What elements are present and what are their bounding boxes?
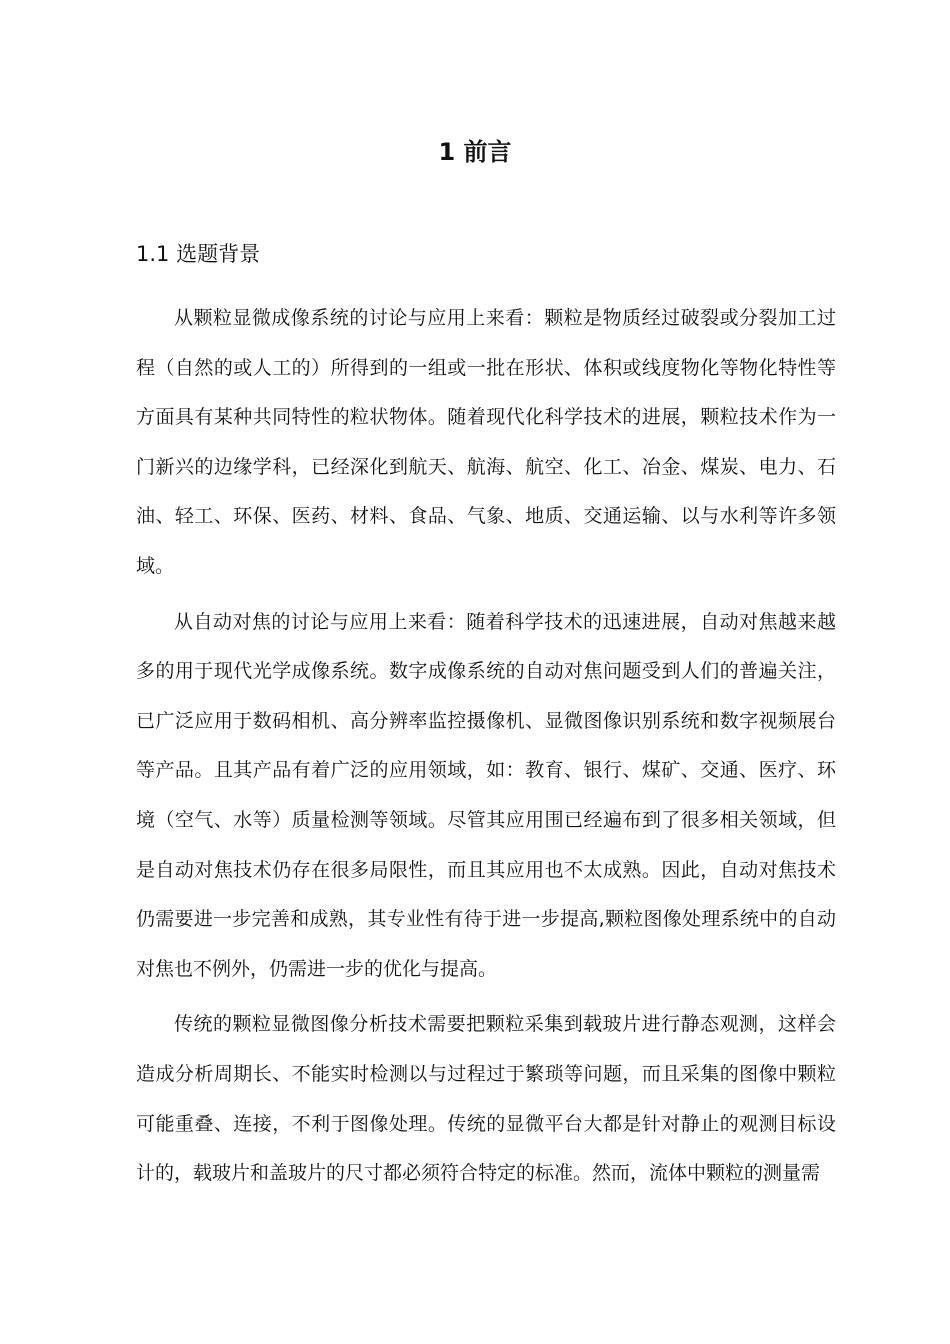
section-title: 1.1 选题背景 [136,242,261,266]
paragraph-traditional-analysis: 传统的颗粒显微图像分析技术需要把颗粒采集到载玻片进行静态观测，这样会造成分析周期长、不能实时检测以与过程过于繁琐等问题，而且采集的图像中颗粒可能重叠、连接，不利于图像处理。传统的显微平台大都是针对静止的观测目标设计的，载玻片和盖玻片的尺寸都必须符合特定的标准。然而，流体中颗粒的测量需 [136,1013,836,1185]
body-text [136,294,836,1205]
paragraph-particle-imaging: 从颗粒显微成像系统的讨论与应用上来看：颗粒是物质经过破裂或分裂加工过程（自然的或人工的）所得到的一组或一批在形状、体积或线度物化等物化特性等方面具有某种共同特性的粒状物体。随着现代化科学技术的进展，颗粒技术作为一门新兴的边缘学科，已经深化到航天、航海、航空、化工、冶金、煤炭、电力、石油、轻工、环保、医药、材料、食品、气象、地质、交通运输、以与水利等许多领域。 [136,307,836,577]
paragraph-autofocus: 从自动对焦的讨论与应用上来看：随着科学技术的迅速进展，自动对焦越来越多的用于现代光学成像系统。数字成像系统的自动对焦问题受到人们的普遍关注，已广泛应用于数码相机、高分辨率监控摄像机、显微图像识别系统和数字视频展台等产品。且其产品有着广泛的应用领域，如：教育、银行、煤矿、交通、医疗、环境（空气、水等）质量检测等领域。尽管其应用围已经遍布到了很多相关领域，但是自动对焦技术仍存在很多局限性，而且其应用也不太成熟。因此，自动对焦技术仍需要进一步完善和成熟，其专业性有待于进一步提高,颗粒图像处理系统中的自动对焦也不例外，仍需进一步的优化与提高。 [136,610,836,980]
chapter-title: 1 前言 [438,138,512,166]
